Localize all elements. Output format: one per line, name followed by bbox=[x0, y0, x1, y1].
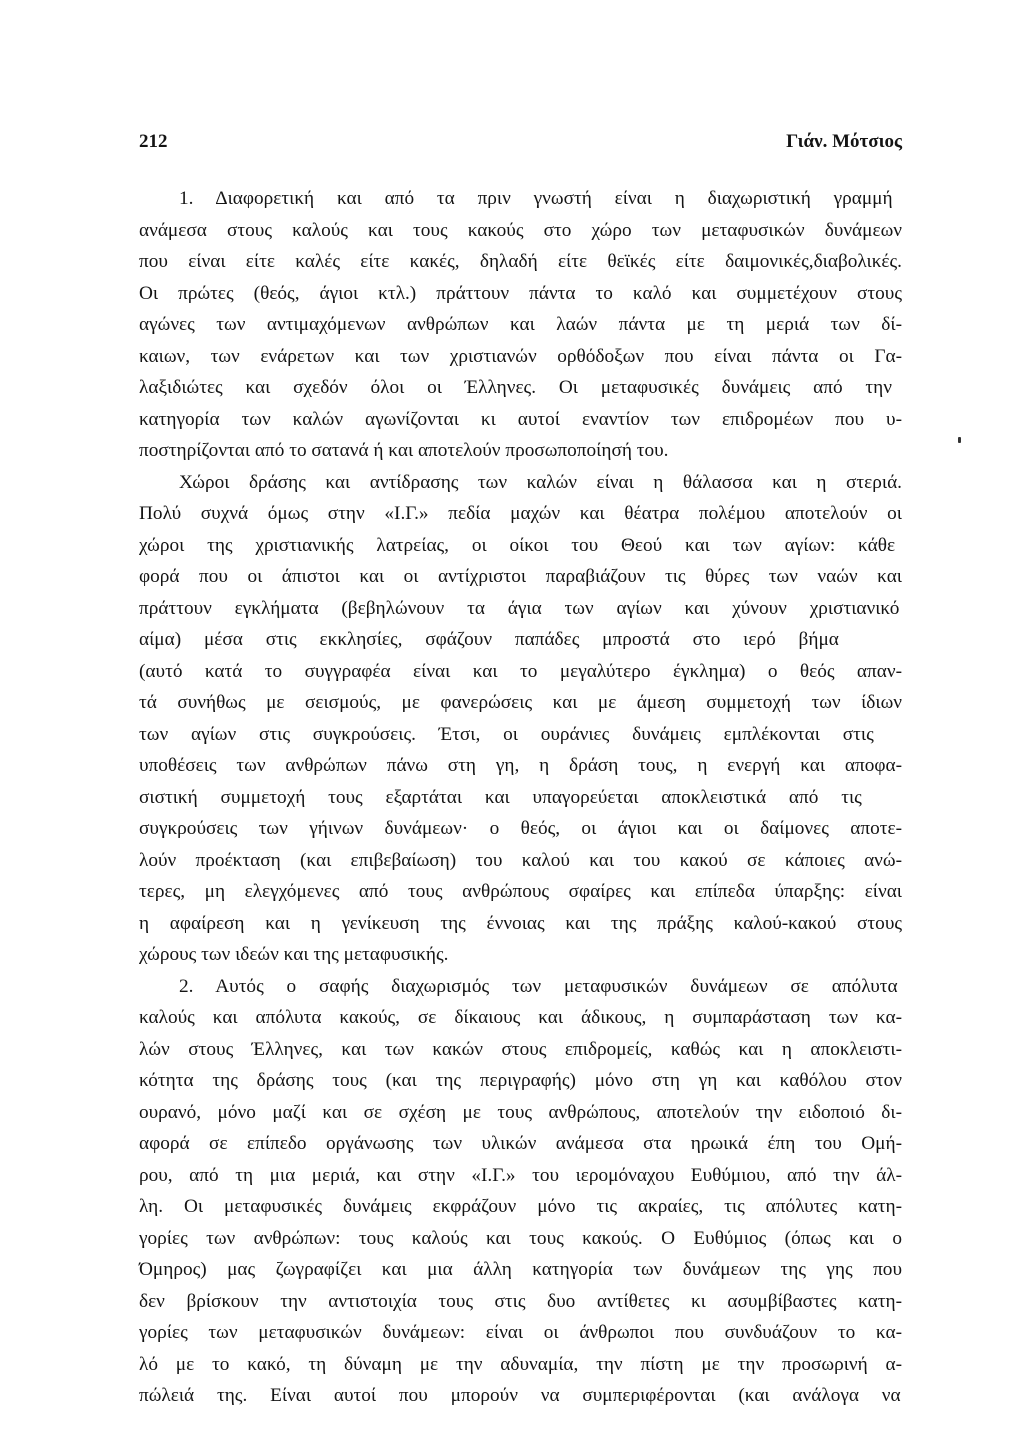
text-line: χώρους των ιδεών και της μεταφυσικής. bbox=[139, 944, 449, 965]
text-line: ποστηρίζονται από το σατανά ή και αποτελούν προσωποποίησή του. bbox=[139, 440, 669, 461]
text-line: λό με το κακό, τη δύναμη με την αδυναμία, την πίστη με την προσωρινή α- bbox=[139, 1353, 902, 1375]
text-line: γορίες των ανθρώπων: τους καλούς και τους κακούς. Ο Ευθύμιος (όπως και ο bbox=[139, 1227, 902, 1249]
text-line: πώλειά της. Είναι αυτοί που μπορούν να συμπεριφέρονται (και ανάλογα να bbox=[139, 1385, 901, 1406]
text-line: λούν προέκταση (και επιβεβαίωση) του καλού και του κακού σε κάποιες ανώ- bbox=[139, 849, 902, 871]
body-text bbox=[139, 183, 902, 1412]
page-header bbox=[139, 131, 902, 161]
margin-mark bbox=[958, 437, 961, 443]
text-line: τά συνήθως με σεισμούς, με φανερώσεις και με άμεση συμμετοχή των ίδιων bbox=[139, 692, 902, 713]
text-line: πράττουν εγκλήματα (βεβηλώνουν τα άγια των αγίων και χύνουν χριστιανικό bbox=[139, 597, 900, 619]
text-line: δεν βρίσκουν την αντιστοιχία τους στις δυο αντίθετες κι ασυμβίβαστες κατη- bbox=[139, 1290, 902, 1312]
text-line: αφορά σε επίπεδο οργάνωσης των υλικών ανάμεσα στα ηρωικά έπη του Ομή- bbox=[139, 1133, 902, 1154]
text-line: Χώροι δράσης και αντίδρασης των καλών είναι η θάλασσα και η στεριά. bbox=[179, 471, 902, 493]
text-line: ρου, από τη μια μεριά, και στην «Ι.Γ.» του ιερομόναχου Ευθύμιου, από την άλ- bbox=[139, 1164, 902, 1186]
text-line: Οι πρώτες (θεός, άγιοι κτλ.) πράττουν πάντα το καλό και συμμετέχουν στους bbox=[139, 282, 902, 304]
text-line: καιων, των ενάρετων και των χριστιανών ορθόδοξων που είναι πάντα οι Γα- bbox=[139, 345, 902, 367]
text-line: γορίες των μεταφυσικών δυνάμεων: είναι οι άνθρωποι που συνδυάζουν το κα- bbox=[139, 1322, 902, 1343]
text-line: ανάμεσα στους καλούς και τους κακούς στο χώρο των μεταφυσικών δυνάμεων bbox=[139, 219, 902, 241]
text-line: σιστική συμμετοχή τους εξαρτάται και υπαγορεύεται αποκλειστικά από τις bbox=[139, 786, 862, 808]
text-line: 2. Αυτός ο σαφής διαχωρισμός των μεταφυσικών δυνάμεων σε απόλυτα bbox=[179, 975, 898, 997]
text-line: που είναι είτε καλές είτε κακές, δηλαδή είτε θεϊκές είτε δαιμονικές,διαβολικές. bbox=[139, 251, 902, 272]
text-line: (αυτό κατά το συγγραφέα είναι και το μεγαλύτερο έγκλημα) ο θεός απαν- bbox=[139, 660, 902, 682]
text-line: Πολύ συχνά όμως στην «Ι.Γ.» πεδία μαχών και θέατρα πολέμου αποτελούν οι bbox=[139, 503, 902, 524]
text-line: αίμα) μέσα στις εκκλησίες, σφάζουν παπάδες μπροστά στο ιερό βήμα bbox=[139, 629, 839, 650]
text-line: 1. Διαφορετική και από τα πριν γνωστή είναι η διαχωριστική γραμμή bbox=[179, 188, 893, 209]
text-line: των αγίων στις συγκρούσεις. Έτσι, οι ουράνιες δυνάμεις εμπλέκονται στις bbox=[139, 723, 874, 745]
text-line: λαξιδιώτες και σχεδόν όλοι οι Έλληνες. Οι μεταφυσικές δυνάμεις από την bbox=[139, 377, 892, 398]
text-line: Όμηρος) μας ζωγραφίζει και μια άλλη κατηγορία των δυνάμεων της γης που bbox=[139, 1259, 902, 1280]
text-line: κατηγορία των καλών αγωνίζονται κι αυτοί εναντίον των επιδρομέων που υ- bbox=[139, 408, 902, 430]
text-line: υποθέσεις των ανθρώπων πάνω στη γη, η δράση τους, η ενεργή και αποφα- bbox=[139, 755, 902, 776]
text-line: η αφαίρεση και η γενίκευση της έννοιας και της πράξης καλού-κακού στους bbox=[139, 912, 902, 934]
text-line: φορά που οι άπιστοι και οι αντίχριστοι παραβιάζουν τις θύρες των ναών και bbox=[139, 566, 902, 587]
text-line: λη. Οι μεταφυσικές δυνάμεις εκφράζουν μόνο τις ακραίες, τις απόλυτες κατη- bbox=[139, 1196, 902, 1217]
text-line: χώροι της χριστιανικής λατρείας, οι οίκοι του Θεού και των αγίων: κάθε bbox=[139, 534, 896, 556]
text-line: καλούς και απόλυτα κακούς, σε δίκαιους και άδικους, η συμπαράσταση των κα- bbox=[139, 1007, 902, 1028]
text-line: τερες, μη ελεγχόμενες από τους ανθρώπους σφαίρες και επίπεδα ύπαρξης: είναι bbox=[139, 881, 902, 902]
text-line: λών στους Έλληνες, και των κακών στους επιδρομείς, καθώς και η αποκλειστι- bbox=[139, 1038, 902, 1060]
text-line: συγκρούσεις των γήινων δυνάμεων· ο θεός, οι άγιοι και οι δαίμονες αποτε- bbox=[139, 818, 902, 839]
text-line: κότητα της δράσης τους (και της περιγραφής) μόνο στη γη και καθόλου στον bbox=[139, 1070, 902, 1091]
text-line: ουρανό, μόνο μαζί και σε σχέση με τους ανθρώπους, αποτελούν την ειδοποιό δι- bbox=[139, 1101, 902, 1123]
page-number: 212 bbox=[139, 131, 168, 152]
text-line: αγώνες των αντιμαχόμενων ανθρώπων και λαών πάντα με τη μεριά των δί- bbox=[139, 314, 902, 335]
running-head: Γιάν. Μότσιος bbox=[786, 131, 902, 152]
